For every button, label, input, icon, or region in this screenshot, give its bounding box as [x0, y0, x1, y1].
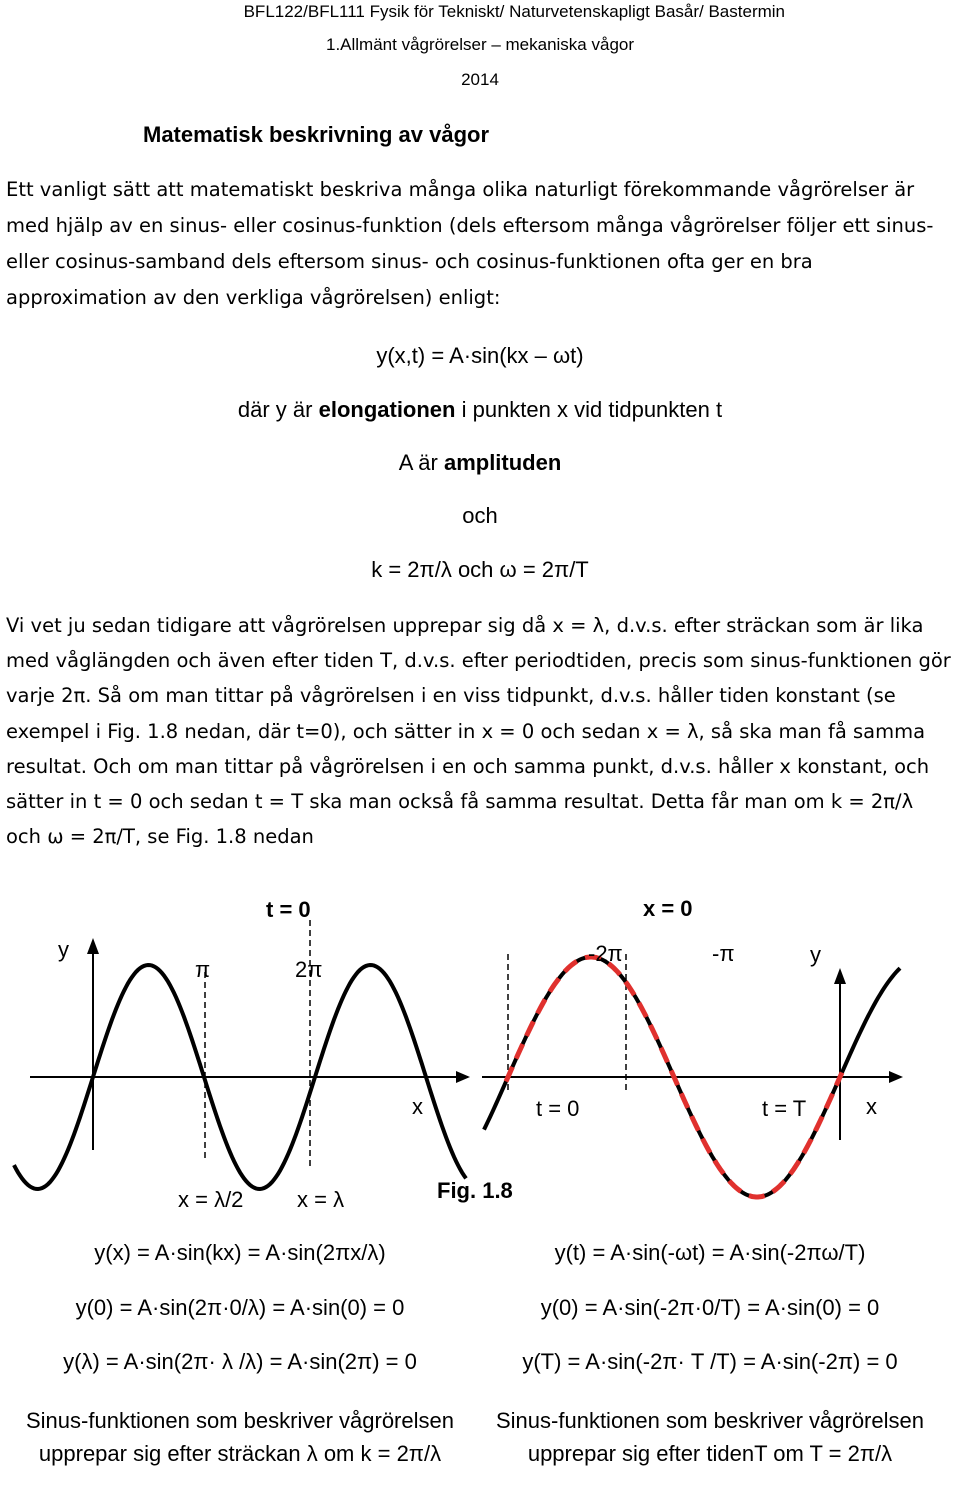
left-lambda-label: x = λ	[297, 1187, 345, 1212]
left-y-arrow	[87, 938, 99, 954]
right-plot	[412, 896, 903, 1197]
left-pi-label: π	[195, 957, 211, 982]
left-eq-lambda: y(λ) = A·sin(2π· λ /λ) = A·sin(2π) = 0	[63, 1349, 417, 1374]
right-conclusion: Sinus-funktionen som beskriver vågrörelsen upprepar sig efter tidenT om T = 2π/λ	[496, 1408, 924, 1466]
figure-1-8	[0, 880, 960, 1220]
definition-and: och	[462, 503, 498, 528]
definition-k-omega: k = 2π/λ och ω = 2π/T	[371, 557, 589, 582]
explanation-paragraph: Vi vet ju sedan tidigare att vågrörelsen upprepar sig då x = λ, d.v.s. efter sträckan som är lika med våglängden och även efter tiden T, d.v.s. efter periodtiden, precis som sinus-funktionen gör varje 2π. Så om man tittar på vågrörelsen i en viss tidpunkt, d.v.s. håller tiden konstant (se exempel i Fig. 1.8 nedan, där t=0), och sätter in x = 0 och sedan x = λ, så ska man få samma resultat. Och om man tittar på vågrörelsen i en och samma punkt, d.v.s. håller x konstant, och sätter in t = 0 och sedan t = T ska man också få samma resultat. Detta får man om k = 2π/λ och ω = 2π/T, se Fig. 1.8 nedan	[6, 614, 951, 849]
right-tT-label: t = T	[762, 1096, 807, 1121]
left-x-arrow	[456, 1071, 470, 1083]
right-x-arrow	[889, 1071, 903, 1083]
right-eq-zero: y(0) = A·sin(-2π·0/T) = A·sin(0) = 0	[540, 1295, 880, 1320]
left-plot	[14, 897, 470, 1212]
right-title: x = 0	[643, 896, 693, 921]
left-eq-general: y(x) = A·sin(kx) = A·sin(2πx/λ)	[94, 1240, 386, 1265]
intro-paragraph: Ett vanligt sätt att matematiskt beskriva många olika naturligt förekommande vågrörelser är med hjälp av en sinus- eller cosinus-funktion (dels eftersom många vågrörelser följer ett sinus- eller cosinus-samband dels eftersom sinus- och cosinus-funktionen ofta ger en bra approximation av den verkliga vågrörelsen) enligt:	[6, 178, 934, 309]
left-2pi-label: 2π	[295, 957, 323, 982]
left-x-label: x	[412, 1094, 423, 1119]
header-course: BFL122/BFL111 Fysik för Tekniskt/ Naturvetenskapligt Basår/ Bastermin	[243, 2, 785, 21]
right-negpi-label: -π	[712, 941, 735, 966]
right-x-axis-label: x	[866, 1094, 877, 1119]
header-chapter: 1.Allmänt vågrörelser – mekaniska vågor	[325, 35, 635, 54]
definition-elongation: där y är elongationen i punkten x vid tidpunkten t	[237, 397, 723, 422]
right-eq-general: y(t) = A·sin(-ωt) = A·sin(-2πω/T)	[554, 1240, 866, 1265]
definition-amplitude: A är amplituden	[398, 450, 562, 475]
left-eq-zero: y(0) = A·sin(2π·0/λ) = A·sin(0) = 0	[75, 1295, 405, 1320]
right-y-label: y	[810, 942, 821, 967]
left-y-label: y	[58, 937, 69, 962]
section-title: Matematisk beskrivning av vågor	[143, 122, 490, 147]
right-y-arrow	[834, 968, 846, 984]
left-title: t = 0	[266, 897, 311, 922]
left-conclusion: Sinus-funktionen som beskriver vågrörelsen upprepar sig efter sträckan λ om k = 2π/λ	[26, 1408, 454, 1466]
right-eq-T: y(T) = A·sin(-2π· T /T) = A·sin(-2π) = 0	[522, 1349, 898, 1374]
right-neg2pi-label: -2π	[588, 941, 623, 966]
wave-equation: y(x,t) = A·sin(kx – ωt)	[376, 343, 584, 368]
left-half-lambda-label: x = λ/2	[178, 1187, 244, 1212]
right-t0-label: t = 0	[536, 1096, 580, 1121]
figure-caption: Fig. 1.8	[437, 1178, 513, 1203]
header-year: 2014	[461, 70, 499, 89]
